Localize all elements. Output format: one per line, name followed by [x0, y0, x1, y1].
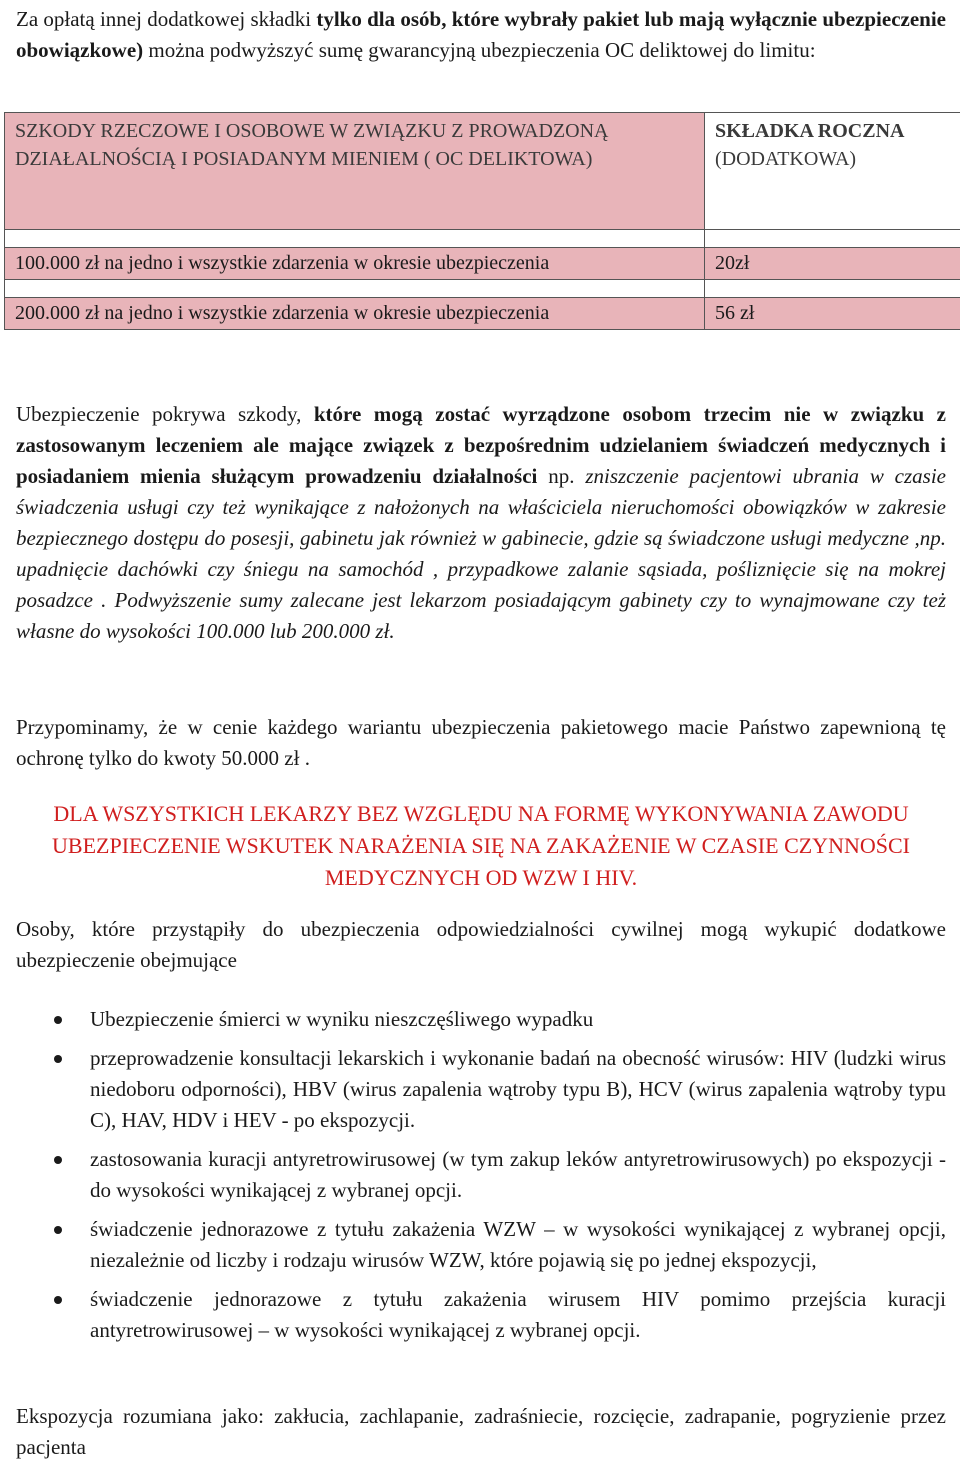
exposure-paragraph: Ekspozycja rozumiana jako: zakłucia, zachlapanie, zadraśniecie, rozcięcie, zadrapanie, pogryzienie przez pacjenta	[16, 1404, 946, 1459]
coverage-text: Ubezpieczenie pokrywa szkody,	[16, 402, 314, 426]
fees-table-header	[5, 113, 960, 230]
persons-paragraph: Osoby, które przystąpiły do ubezpieczenia odpowiedzialności cywilnej mogą wykupić dodatkowe ubezpieczenie obejmujące	[16, 917, 946, 972]
coverage-bold-text: które mogą zostać wyrządzone osobom trzecim nie w związku z zastosowanym leczeniem ale mające związek z bezpośrednim udzielaniem świadczeń medycznych i posiadaniem mienia służącym prowadzeniu działalności	[16, 402, 946, 488]
header-premium-cell	[705, 113, 960, 230]
list-item: świadczenie jednorazowe z tytułu zakażenia wirusem HIV pomimo przejścia kuracji antyretrowirusowej – w wysokości wynikającej z wybranej opcji.	[16, 1284, 946, 1346]
header-premium-bold: SKŁADKA ROCZNA	[715, 120, 905, 142]
header-coverage-cell: SZKODY RZECZOWE I OSOBOWE W ZWIĄZKU Z PROWADZONĄ DZIAŁALNOŚCIĄ I POSIADANYM MIENIEM ( OC DELIKTOWA)	[5, 113, 705, 230]
coverage-examples: zniszczenie pacjentowi ubrania w czasie świadczenia usługi czy też wynikające z nałożonych na właściciela nieruchomości obowiązków w zakresie bezpiecznego dostępu do posesji, gabinetu jak również w gabinecie, gdzie są świadczone usługi medyczne ,np. upadnięcie dachówki czy śniegu na samochód , przypadkowe zalanie sąsiada, pośliznięcie się na mokrej posadzce . Podwyższenie sumy zalecane jest lekarzom posiadającym gabinety czy to wynajmowane czy też własne do wysokości 100.000 lub 200.000 zł.	[16, 464, 946, 643]
fees-table	[4, 112, 960, 330]
table-row	[5, 298, 960, 330]
intro-bold-text: tylko dla osób, które wybrały pakiet lub mają wyłącznie ubezpieczenie obowiązkowe)	[16, 7, 946, 62]
bullet-icon	[54, 1226, 62, 1234]
limit-cell: 100.000 zł na jedno i wszystkie zdarzenia w okresie ubezpieczenia	[5, 248, 705, 280]
coverage-list	[16, 1004, 946, 1354]
bullet-icon	[54, 1055, 62, 1063]
bullet-icon	[54, 1016, 62, 1024]
list-item: przeprowadzenie konsultacji lekarskich i wykonanie badań na obecność wirusów: HIV (ludzki wirus niedoboru odporności), HBV (wirus zapalenia wątroby typu B), HCV (wirus zapalenia wątroby typu C), HAV, HDV i HEV - po ekspozycji.	[16, 1043, 946, 1136]
spacer-row	[5, 280, 960, 298]
intro-text: Za opłatą innej dodatkowej składki	[16, 7, 317, 31]
fee-cell: 20zł	[705, 248, 960, 280]
list-item: Ubezpieczenie śmierci w wyniku nieszczęśliwego wypadku	[16, 1004, 946, 1035]
bullet-icon	[54, 1156, 62, 1164]
coverage-text-tail: np.	[537, 464, 575, 488]
limit-cell: 200.000 zł na jedno i wszystkie zdarzenia w okresie ubezpieczenia	[5, 298, 705, 330]
reminder-paragraph: Przypominamy, że w cenie każdego wariantu ubezpieczenia pakietowego macie Państwo zapewnioną tę ochronę tylko do kwoty 50.000 zł .	[16, 715, 946, 770]
table-row	[5, 248, 960, 280]
bullet-icon	[54, 1296, 62, 1304]
warning-heading: DLA WSZYSTKICH LEKARZY BEZ WZGLĘDU NA FORMĘ WYKONYWANIA ZAWODU UBEZPIECZENIE WSKUTEK NARAŻENIA SIĘ NA ZAKAŻENIE W CZASIE CZYNNOŚCI MEDYCZNYCH OD WZW I HIV.	[52, 801, 910, 890]
fee-cell: 56 zł	[705, 298, 960, 330]
intro-text-tail: można podwyższyć sumę gwarancyjną ubezpieczenia OC deliktowej do limitu:	[143, 38, 816, 62]
list-item: zastosowania kuracji antyretrowirusowej (w tym zakup leków antyretrowirusowych) po ekspozycji - do wysokości wynikającej z wybranej opcji.	[16, 1144, 946, 1206]
header-premium-normal: (DODATKOWA)	[715, 148, 857, 170]
spacer-row	[5, 230, 960, 248]
coverage-paragraph	[16, 399, 946, 647]
list-item: świadczenie jednorazowe z tytułu zakażenia WZW – w wysokości wynikającej z wybranej opcji, niezależnie od liczby i rodzaju wirusów WZW, które pojawią się po jednej ekspozycji,	[16, 1214, 946, 1276]
intro-paragraph	[16, 4, 946, 66]
